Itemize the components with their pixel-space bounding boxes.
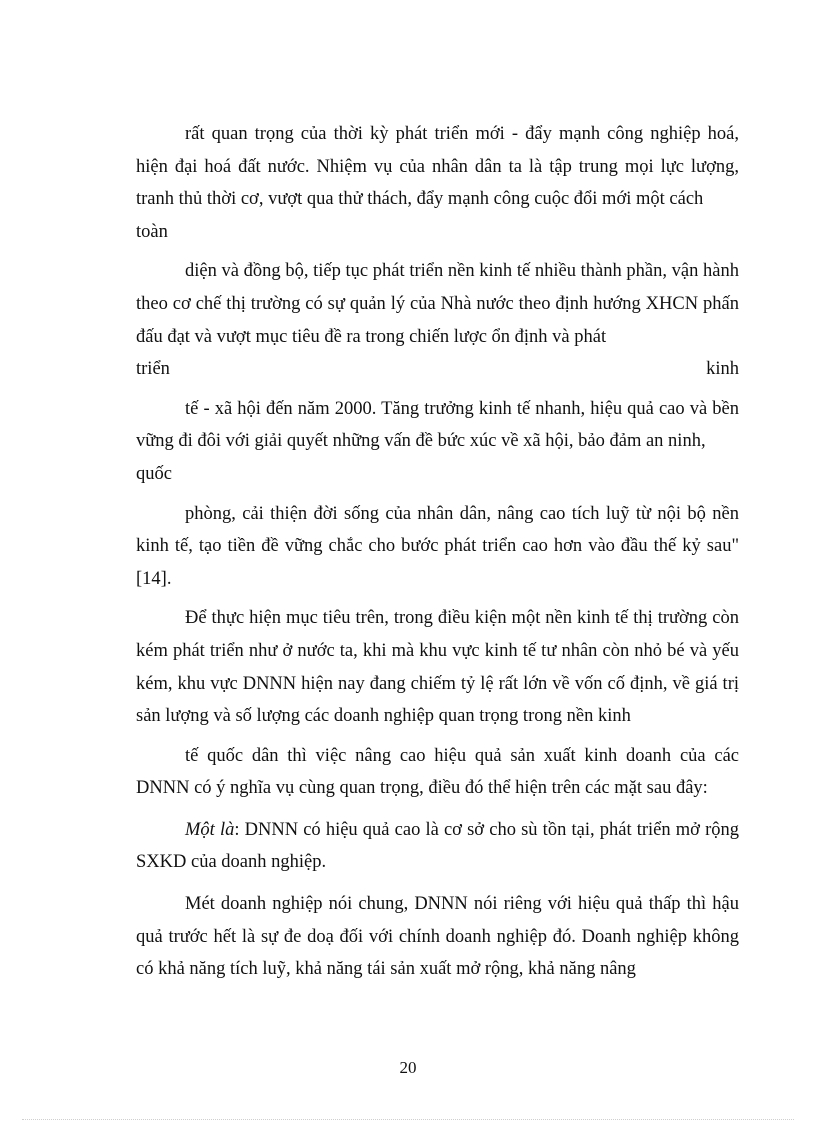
paragraph-2-trailing-line <box>136 353 739 386</box>
paragraph-6 <box>136 740 739 805</box>
paragraph-4-text: phòng, cải thiện đời sống của nhân dân, nâng cao tích luỹ từ nội bộ nền kinh tế, tạo tiền đề vững chắc cho bước phát triển cao hơn vào đầu thế kỷ sau" [14]. <box>136 503 739 589</box>
paragraph-8 <box>136 888 739 986</box>
paragraph-7-italic-lead: Một là <box>185 819 235 840</box>
paragraph-4 <box>136 498 739 596</box>
paragraph-5-text: Để thực hiện mục tiêu trên, trong điều kiện một nền kinh tế thị trường còn kém phát triển như ở nước ta, khi mà khu vực kinh tế tư nhân còn nhỏ bé và yếu kém, khu vực DNNN hiện nay đang chiếm tỷ lệ rất lớn về vốn cố định, về giá trị sản lượng và số lượng các doanh nghiệp quan trọng trong nền kinh <box>136 608 739 727</box>
paragraph-3-trailing-text: quốc <box>136 463 172 484</box>
paragraph-6-text: tế quốc dân thì việc nâng cao hiệu quả sản xuất kinh doanh của các DNNN có ý nghĩa vụ cùng quan trọng, điều đó thể hiện trên các mặt sau đây: <box>136 745 739 799</box>
paragraph-3-text: tế - xã hội đến năm 2000. Tăng trưởng kinh tế nhanh, hiệu quả cao và bền vững đi đôi với giải quyết những vấn đề bức xúc về xã hội, bảo đảm an ninh, <box>136 398 739 452</box>
paragraph-1-trailing-word <box>136 216 739 249</box>
page-number: 20 <box>399 1058 417 1077</box>
paragraph-3-trailing-word <box>136 458 739 491</box>
paragraph-7-text: : DNNN có hiệu quả cao là cơ sở cho sù tồn tại, phát triển mở rộng SXKD của doanh nghiệp. <box>136 819 739 873</box>
paragraph-2-text: diện và đồng bộ, tiếp tục phát triển nền kinh tế nhiều thành phần, vận hành theo cơ chế thị trường có sự quản lý của Nhà nước theo định hướng XHCN phấn đấu đạt và vượt mục tiêu đề ra trong chiến lược ổn định và phát <box>136 261 739 347</box>
paragraph-8-text: Mét doanh nghiệp nói chung, DNNN nói riêng với hiệu quả thấp thì hậu quả trước hết là sự đe doạ đối với chính doanh nghiệp đó. Doanh nghiệp không có khả năng tích luỹ, khả năng tái sản xuất mở rộng, khả năng nâng <box>136 894 739 980</box>
footer-divider <box>22 1119 794 1120</box>
body-text <box>136 118 739 986</box>
paragraph-1-text: rất quan trọng của thời kỳ phát triển mới - đẩy mạnh công nghiệp hoá, hiện đại hoá đất nước. Nhiệm vụ của nhân dân ta là tập trung mọi lực lượng, tranh thủ thời cơ, vượt qua thử thách, đẩy mạnh công cuộc đổi mới một cách <box>136 124 739 210</box>
paragraph-7 <box>136 814 739 879</box>
paragraph-2-trailing-left: triển <box>136 359 170 380</box>
paragraph-5 <box>136 602 739 732</box>
paragraph-1 <box>136 118 739 216</box>
paragraph-2 <box>136 255 739 353</box>
paragraph-2-trailing-right: kinh <box>706 359 739 380</box>
paragraph-1-trailing-text: toàn <box>136 221 168 242</box>
paragraph-3 <box>136 393 739 458</box>
